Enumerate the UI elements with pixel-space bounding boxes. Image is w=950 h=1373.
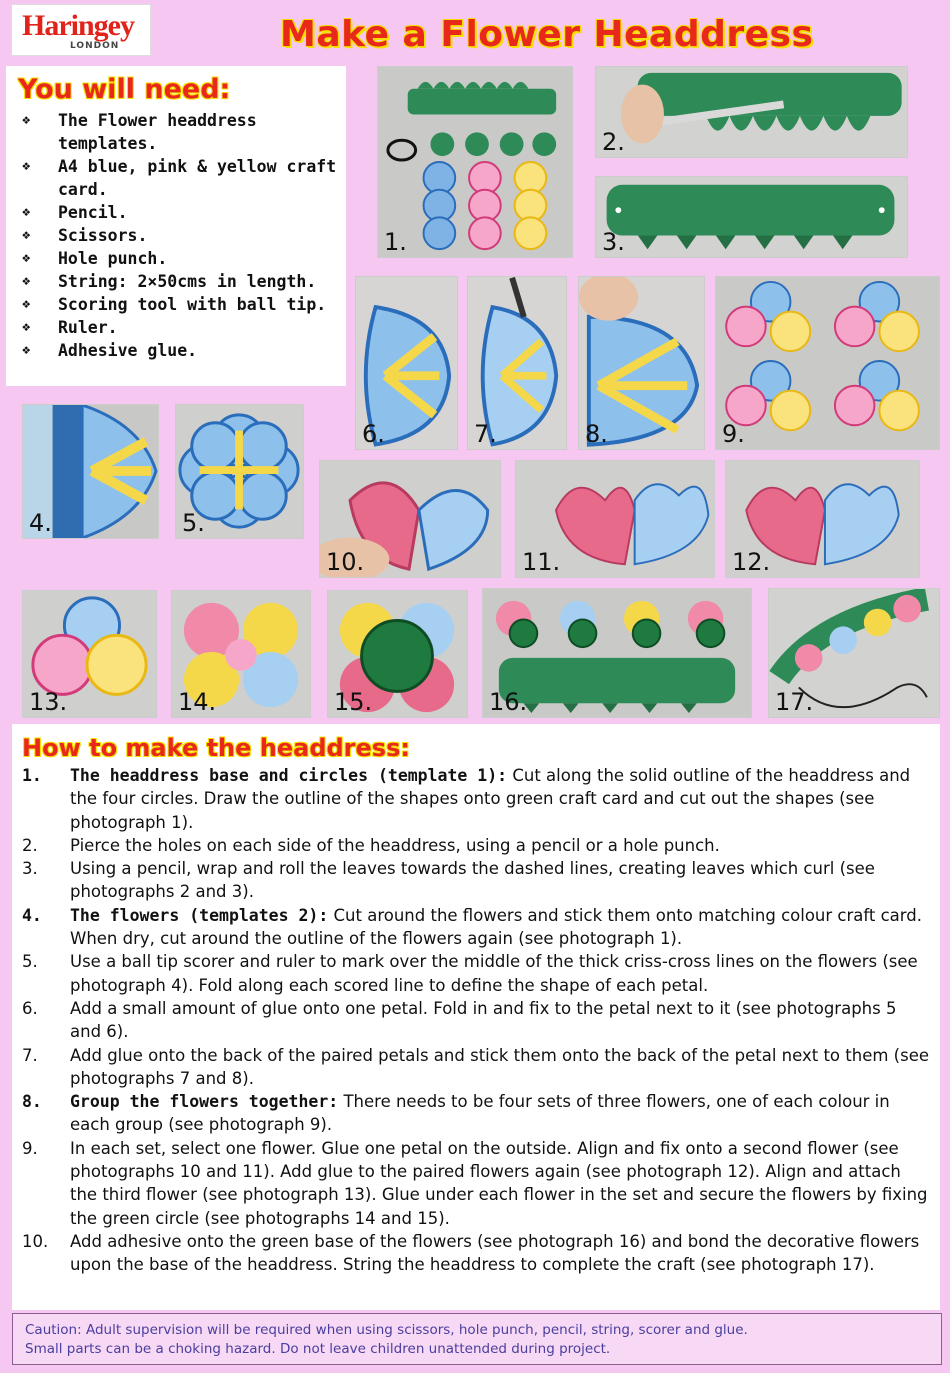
haringey-logo [11,4,151,56]
photo-number: 4. [29,509,52,537]
photo-number: 12. [732,548,771,576]
photo-number: 3. [602,228,625,256]
photo-1 [377,66,573,258]
photo-number: 14. [178,688,217,716]
photo-number: 1. [384,228,407,256]
photo-number: 2. [602,128,625,156]
bullet-icon: ❖ [22,227,31,243]
photo-4 [22,404,159,539]
list-item: 10. Add adhesive onto the green base of the flowers (see photograph 16) and bond the decorative flowers upon the base of the headdress. String the headdress to complete the craft (see photograph 17). [22,1231,920,1275]
list-item: ❖ Scoring tool with ball tip. [22,295,327,314]
bullet-icon: ❖ [22,158,31,174]
materials-panel [6,66,346,386]
photo-15 [327,590,468,718]
page-title: Make a Flower Headdress [280,14,814,55]
list-item: ❖ Scissors. [22,226,148,245]
materials-heading: You will need: [18,74,231,105]
list-item: 1. The headdress base and circles (template 1): Cut along the solid outline of the headdress and the four circles. Draw the outline of the shapes onto green craft card and cut out the shapes (see photograph 1). [22,766,911,832]
bullet-icon: ❖ [22,319,31,335]
photo-number: 10. [326,548,365,576]
photo-2 [595,66,908,158]
photo-10 [319,460,501,578]
list-item: ❖ Hole punch. [22,249,168,268]
list-item: 9. In each set, select one flower. Glue one petal on the outside. Align and fix onto a second flower (see photographs 10 and 11). Add glue to the paired flowers again (see photograph 12). Align and attach the third flower (see photograph 13). Glue under each flower in the set and secure the flowers by fixing the green circle (see photographs 14 and 15). [22,1138,928,1228]
list-item: ❖ The Flower headdress templates. [22,111,257,153]
photo-6 [355,276,458,450]
list-item: ❖ Ruler. [22,318,118,337]
photo-17 [768,588,940,718]
list-item: ❖ Adhesive glue. [22,341,198,360]
photo-12 [725,460,920,578]
step-number: 3. [22,859,38,879]
photo-number: 6. [362,420,385,448]
step-number: 2. [22,835,38,855]
list-item: 4. The flowers (templates 2): Cut around the flowers and stick them onto matching colour craft card. When dry, cut around the outline of the flowers again (see photograph 1). [22,905,922,949]
instructions-heading: How to make the headdress: [22,734,410,762]
photo-number: 7. [474,420,497,448]
caution-line-1: Caution: Adult supervision will be required when using scissors, hole punch, pencil, string, scorer and glue. [25,1322,748,1338]
instructions-list [22,764,940,1277]
bullet-icon: ❖ [22,273,31,289]
list-item: ❖ Pencil. [22,203,128,222]
photo-number: 8. [585,420,608,448]
bullet-icon: ❖ [22,204,31,220]
photo-8 [578,276,705,450]
logo-brand: Haringey [22,9,134,42]
list-item: 5. Use a ball tip scorer and ruler to mark over the middle of the thick criss-cross lines on the flowers (see photograph 4). Fold along each scored line to define the shape of each petal. [22,952,918,995]
photo-16 [482,588,752,718]
bullet-icon: ❖ [22,296,31,312]
logo-sub: LONDON [70,41,120,51]
step-number: 10. [22,1231,49,1251]
photo-number: 17. [775,688,814,716]
bullet-icon: ❖ [22,250,31,266]
templates-image [378,67,572,257]
list-item: 8. Group the flowers together: There needs to be four sets of three flowers, one of each colour in each group (see photograph 9). [22,1092,890,1135]
photo-number: 5. [182,509,205,537]
instructions-panel [12,724,940,1310]
step-number: 8. [22,1092,42,1112]
photo-14 [171,590,311,718]
materials-list [18,109,346,362]
step-number: 6. [22,998,38,1018]
photo-number: 9. [722,420,745,448]
step-number: 1. [22,766,42,785]
step-number: 9. [22,1138,38,1158]
flower-groups-image [716,277,939,449]
list-item: 6. Add a small amount of glue onto one petal. Fold in and fix to the petal next to it (see photographs 5 and 6). [22,998,897,1042]
bullet-icon: ❖ [22,342,31,358]
photo-number: 15. [334,688,373,716]
photo-11 [515,460,715,578]
curled-base-image [596,177,907,257]
photo-number: 16. [489,688,528,716]
leaves-roll-image [596,67,907,157]
list-item: ❖ String: 2×50cms in length. [22,272,317,291]
photo-9 [715,276,940,450]
photo-number: 11. [522,548,561,576]
caution-line-2: Small parts can be a choking hazard. Do not leave children unattended during project. [25,1341,611,1357]
list-item: 7. Add glue onto the back of the paired petals and stick them onto the back of the petal next to them (see photographs 7 and 8). [22,1045,929,1088]
step-number: 7. [22,1045,38,1065]
list-item: 3. Using a pencil, wrap and roll the leaves towards the dashed lines, creating leaves which curl (see photographs 2 and 3). [22,859,875,902]
photo-7 [467,276,567,450]
photo-5 [175,404,304,539]
list-item: ❖ A4 blue, pink & yellow craft card. [22,157,337,199]
photo-3 [595,176,908,258]
step-number: 5. [22,952,38,972]
bullet-icon: ❖ [22,112,31,128]
step-number: 4. [22,905,42,925]
photo-13 [22,590,157,718]
photo-number: 13. [29,688,68,716]
list-item: 2. Pierce the holes on each side of the headdress, using a pencil or a hole punch. [22,834,940,857]
caution-note [12,1313,942,1365]
